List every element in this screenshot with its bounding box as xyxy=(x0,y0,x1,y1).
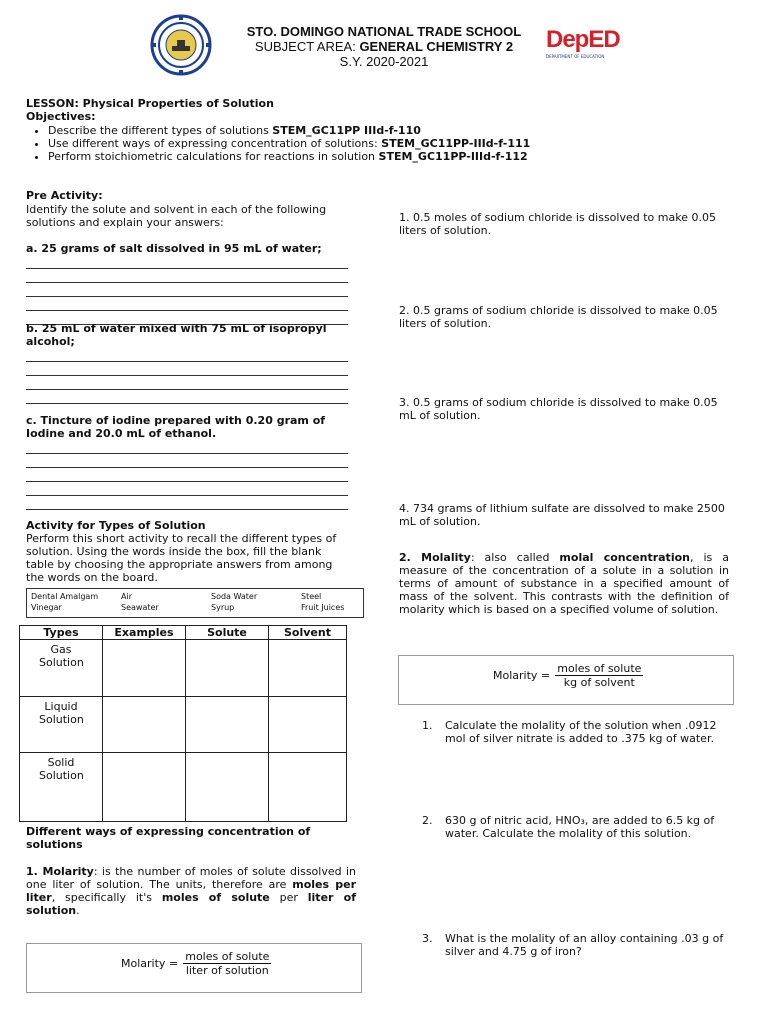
formula-lhs: Molarity = xyxy=(121,957,179,970)
formula-lhs: Molarity = xyxy=(493,669,551,682)
objectives-label: Objectives: xyxy=(26,110,96,123)
types-activity-instructions: Perform this short activity to recall the different types of solution. Using the words inside the box, fill the blank table by choosing the appropriate answers from among the words on the board. xyxy=(26,532,337,584)
answer-line[interactable] xyxy=(26,496,348,510)
word: Dental Amalgam xyxy=(31,592,99,601)
pre-activity-title: Pre Activity: xyxy=(26,189,103,202)
answer-line[interactable] xyxy=(26,376,348,390)
objective-item: • Perform stoichiometric calculations for reactions in solution STEM_GC11PP-IIId-f-112 xyxy=(48,150,626,163)
types-activity-title: Activity for Types of Solution xyxy=(26,519,206,532)
word: Vinegar xyxy=(31,603,62,612)
word: Fruit Juices xyxy=(301,603,345,612)
word: Seawater xyxy=(121,603,159,612)
word-box xyxy=(26,588,364,618)
answer-line[interactable] xyxy=(26,440,348,454)
answer-line[interactable] xyxy=(26,283,348,297)
col-header: Solute xyxy=(186,626,269,640)
item-c: c. Tincture of iodine prepared with 0.20 gram of Iodine and 20.0 mL of ethanol. xyxy=(26,414,326,440)
col-header: Examples xyxy=(103,626,186,640)
table-cell[interactable] xyxy=(269,753,347,822)
molarity-definition: 1. Molarity: is the number of moles of solute dissolved in one liter of solution. The units, therefore are moles per liter, specifically it's moles of solute per liter of solution. xyxy=(26,865,357,917)
word: Steel xyxy=(301,592,322,601)
table-cell[interactable] xyxy=(103,640,186,697)
row-label: Liquid Solution xyxy=(39,700,84,726)
table-row xyxy=(20,640,347,697)
word: Soda Water xyxy=(211,592,258,601)
table-row xyxy=(20,697,347,753)
item-b: b. 25 mL of water mixed with 75 mL of isopropyl alcohol; xyxy=(26,322,327,348)
answer-line[interactable] xyxy=(26,297,348,311)
table-cell[interactable] xyxy=(269,640,347,697)
word: Syrup xyxy=(211,603,235,612)
molarity-formula-box xyxy=(26,943,362,993)
col-header: Types xyxy=(20,626,103,640)
formula-numerator: moles of solute xyxy=(185,950,270,963)
molality-problem: 1. Calculate the molality of the solution when .0912 mol of silver nitrate is added to .375 kg of water. xyxy=(422,719,717,745)
answer-line[interactable] xyxy=(26,362,348,376)
answer-lines-a xyxy=(26,255,348,325)
deped-tagline: DEPARTMENT OF EDUCATION xyxy=(546,54,605,59)
deped-logo xyxy=(546,26,630,66)
answer-line[interactable] xyxy=(26,390,348,404)
answer-line[interactable] xyxy=(26,269,348,283)
pre-activity-instructions: Identify the solute and solvent in each of the following solutions and explain your answers: xyxy=(26,203,327,229)
item-a: a. 25 grams of salt dissolved in 95 mL of water; xyxy=(26,242,322,255)
molarity-problem: 4. 734 grams of lithium sulfate are dissolved to make 2500 mL of solution. xyxy=(399,502,725,528)
answer-line[interactable] xyxy=(26,482,348,496)
subject-area: SUBJECT AREA: GENERAL CHEMISTRY 2 xyxy=(254,39,514,54)
answer-line[interactable] xyxy=(26,348,348,362)
molality-formula-box xyxy=(398,655,734,705)
objective-item: • Use different ways of expressing concentration of solutions: STEM_GC11PP-IIId-f-111 xyxy=(48,137,626,150)
word: Air xyxy=(121,592,132,601)
answer-line[interactable] xyxy=(26,468,348,482)
formula-denominator: kg of solvent xyxy=(563,676,635,689)
table-cell[interactable] xyxy=(103,753,186,822)
table-cell[interactable] xyxy=(269,697,347,753)
row-label: Gas Solution xyxy=(39,643,84,669)
objectives-list xyxy=(26,124,626,163)
row-label: Solid Solution xyxy=(39,756,84,782)
answer-line[interactable] xyxy=(26,255,348,269)
answer-line[interactable] xyxy=(26,454,348,468)
table-row xyxy=(20,753,347,822)
table-cell[interactable] xyxy=(103,697,186,753)
formula-denominator: liter of solution xyxy=(185,964,269,977)
school-name: STO. DOMINGO NATIONAL TRADE SCHOOL xyxy=(246,24,522,39)
concentration-title: Different ways of expressing concentration of solutions xyxy=(26,825,311,851)
molarity-fraction xyxy=(183,950,271,977)
molality-problem: 2. 630 g of nitric acid, HNO₃, are added to 6.5 kg of water. Calculate the molality of this solution. xyxy=(422,814,715,840)
molarity-problem: 2. 0.5 grams of sodium chloride is dissolved to make 0.05 liters of solution. xyxy=(399,304,718,330)
objective-item: • Describe the different types of solutions STEM_GC11PP IIId-f-110 xyxy=(48,124,626,137)
molality-fraction xyxy=(555,662,643,689)
table-cell[interactable] xyxy=(186,753,269,822)
molarity-problem: 1. 0.5 moles of sodium chloride is dissolved to make 0.05 liters of solution. xyxy=(399,211,716,237)
table-cell[interactable] xyxy=(186,640,269,697)
molality-problem: 3. What is the molality of an alloy containing .03 g of silver and 4.75 g of iron? xyxy=(422,932,724,958)
deped-wordmark: DepED xyxy=(546,26,620,53)
lesson-title: LESSON: Physical Properties of Solution xyxy=(26,97,274,110)
types-table xyxy=(19,625,347,822)
col-header: Solvent xyxy=(269,626,347,640)
molality-definition: 2. Molality: also called molal concentration, is a measure of the concentration of a solute in a solution in terms of amount of substance in a specified amount of mass of the solvent. This contrasts with the definition of molarity which is based on a specified volume of solution. xyxy=(399,551,729,616)
answer-lines-b xyxy=(26,348,348,404)
table-cell[interactable] xyxy=(186,697,269,753)
formula-numerator: moles of solute xyxy=(557,662,642,675)
answer-lines-c xyxy=(26,440,348,510)
table-header-row xyxy=(20,626,347,640)
molarity-problem: 3. 0.5 grams of sodium chloride is dissolved to make 0.05 mL of solution. xyxy=(399,396,718,422)
school-year: S.Y. 2020-2021 xyxy=(339,54,429,69)
